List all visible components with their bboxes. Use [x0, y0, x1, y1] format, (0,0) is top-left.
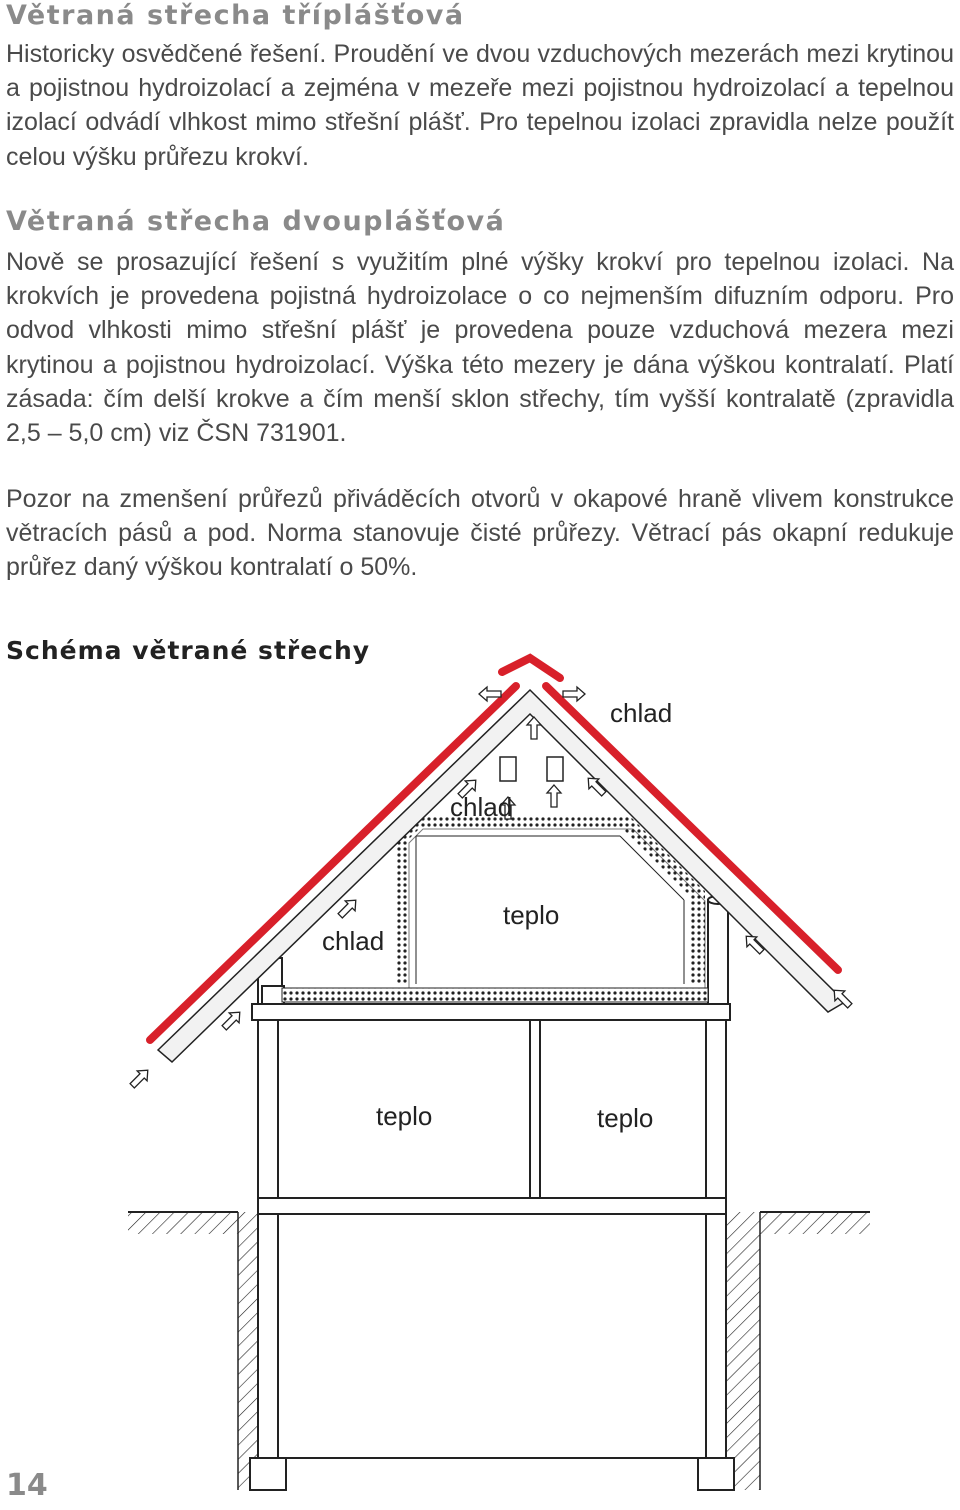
label-cold-left: chlad [322, 926, 385, 956]
label-warm-left-room: teplo [376, 1101, 433, 1131]
arrow-icon [547, 785, 561, 807]
vent-opening [547, 757, 563, 781]
section-heading-triplastova: Větraná střecha tříplášťová [6, 0, 465, 31]
label-warm-right-room: teplo [597, 1103, 654, 1133]
arrow-icon [563, 687, 585, 701]
section-heading-dvouplastova: Větraná střecha dvouplášťová [6, 206, 506, 237]
vent-opening [500, 757, 516, 781]
note-paragraph: Pozor na zmenšení průřezů přiváděcích otvorů v okapové hraně vlivem konstrukce větracích pásů a pod. Norma stanovuje čisté průřezy. Větrací pás okapní redukuje průřez daný výškou kontralatí o 50%. [6, 485, 954, 582]
arrow-icon [127, 1065, 152, 1090]
page-number: 14 [6, 1468, 48, 1503]
section-paragraph-triplastova: Historicky osvědčené řešení. Proudění ve dvou vzduchových mezerách mezi krytinou a pojistnou hydroizolací a zejména v mezeře mezi pojistnou hydroizolací a tepelnou izolací odvádí vlhkost mimo střešní plášť. Pro tepelnou izolaci zpravidla nelze použít celou výšku průřezu krokví. [6, 40, 954, 171]
building-structure [250, 896, 734, 1490]
label-cold-attic: chlad [450, 792, 513, 822]
diagram-title: Schéma větrané střechy [6, 636, 371, 665]
ground [128, 1212, 870, 1490]
label-warm-attic-room: teplo [503, 900, 560, 930]
label-cold-top-right: chlad [610, 698, 673, 728]
section-paragraph-dvouplastova: Nově se prosazující řešení s využitím plné výšky krokví pro tepelnou izolaci. Na krokvích je provedena pojistná hydroizolace o co nejmenším difuzním odporu. Pro odvod vlhkosti mimo střešní plášť je provedena pouze vzduchová mezera mezi krytinou a pojistnou hydroizolací. Výška této mezery je dána výškou kontralatí. Platí zásada: čím delší krokve a čím menší sklon střechy, tím vyšší kontralatě (zpravidla 2,5 – 5,0 cm) viz ČSN 731901. [6, 248, 954, 448]
